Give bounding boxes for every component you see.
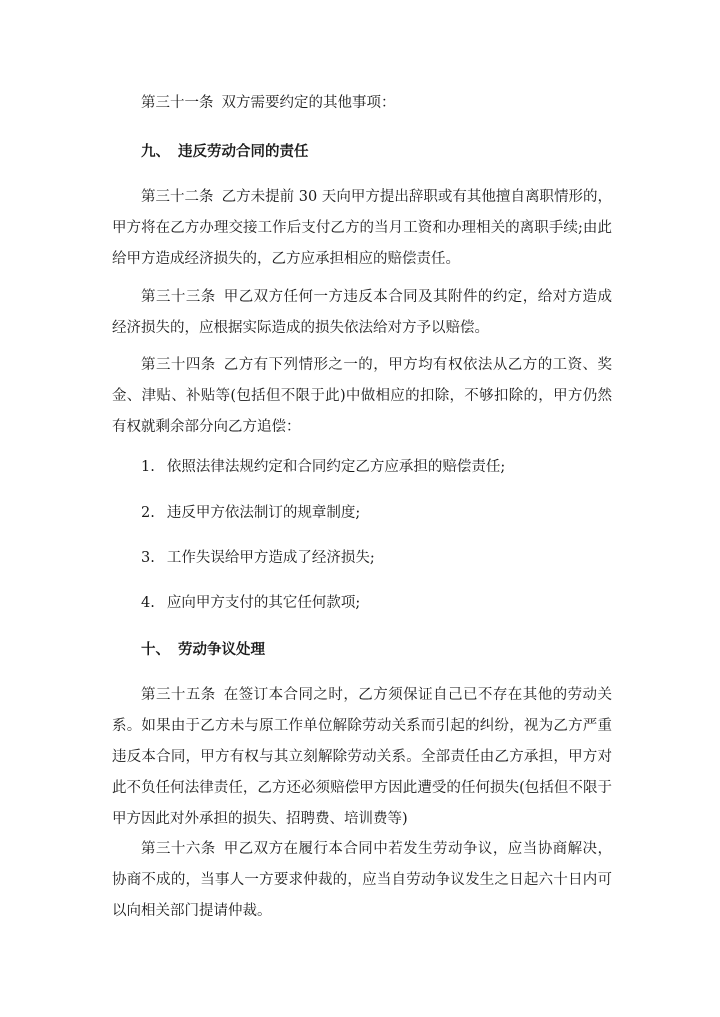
list-item-1-number: 1. [141, 459, 155, 475]
list-item-2-number: 2. [141, 505, 155, 521]
article-33-label: 第三十三条 [141, 289, 216, 305]
section-9-heading [112, 136, 612, 167]
article-34 [112, 350, 612, 443]
article-31-label: 第三十一条 [141, 95, 214, 111]
article-32 [112, 182, 612, 275]
list-item-2-text: 违反甲方依法制订的规章制度; [166, 505, 361, 521]
list-item-4 [141, 588, 612, 619]
list-item-1 [141, 452, 612, 483]
article-35 [112, 680, 612, 835]
article-31-text: 双方需要约定的其他事项： [221, 95, 396, 111]
list-item-2 [141, 498, 612, 529]
section-10-heading [112, 634, 612, 665]
article-32-text: 乙方未提前 30 天向甲方提出辞职或有其他擅自离职情形的，甲方将在乙方办理交接工作后支付乙方的当月工资和办理相关的离职手续;由此给甲方造成经济损失的，乙方应承担相应的赔偿责任。 [112, 189, 613, 267]
article-36-label: 第三十六条 [141, 841, 216, 857]
section-10-number: 十、 [141, 641, 170, 658]
article-33 [112, 282, 612, 344]
article-36-text: 甲乙双方在履行本合同中若发生劳动争议，应当协商解决，协商不成的，当事人一方要求仲裁的，应当自劳动争议发生之日起六十日内可以向相关部门提请仲裁。 [112, 841, 612, 919]
article-31 [112, 88, 612, 119]
list-item-1-text: 依照法律法规约定和合同约定乙方应承担的赔偿责任; [166, 459, 506, 475]
list-item-3-text: 工作失误给甲方造成了经济损失; [166, 550, 375, 566]
list-item-4-text: 应向甲方支付的其它任何款项; [166, 595, 361, 611]
section-9-number: 九、 [141, 143, 170, 160]
section-10-title: 劳动争议处理 [178, 641, 265, 658]
list-item-3-number: 3. [141, 550, 155, 566]
section-9-title: 违反劳动合同的责任 [178, 143, 309, 160]
article-36 [112, 834, 612, 927]
article-34-text: 乙方有下列情形之一的，甲方均有权依法从乙方的工资、奖金、津贴、补贴等(包括但不限于此)中做相应的扣除，不够扣除的，甲方仍然有权就剩余部分向乙方追偿： [112, 357, 612, 435]
list-item-4-number: 4. [141, 595, 155, 611]
list-item-3 [141, 543, 612, 574]
article-35-text: 在签订本合同之时，乙方须保证自己已不存在其他的劳动关系。如果由于乙方未与原工作单位解除劳动关系而引起的纠纷，视为乙方严重违反本合同，甲方有权与其立刻解除劳动关系。全部责任由乙方承担，甲方对此不负任何法律责任，乙方还必须赔偿甲方因此遭受的任何损失(包括但不限于甲方因此对外承担的损失、招聘费、培训费等) [112, 687, 612, 827]
article-35-label: 第三十五条 [141, 687, 216, 703]
article-32-label: 第三十二条 [141, 189, 214, 205]
article-34-label: 第三十四条 [141, 357, 216, 373]
article-33-text: 甲乙双方任何一方违反本合同及其附件的约定，给对方造成经济损失的，应根据实际造成的损失依法给对方予以赔偿。 [112, 289, 612, 336]
